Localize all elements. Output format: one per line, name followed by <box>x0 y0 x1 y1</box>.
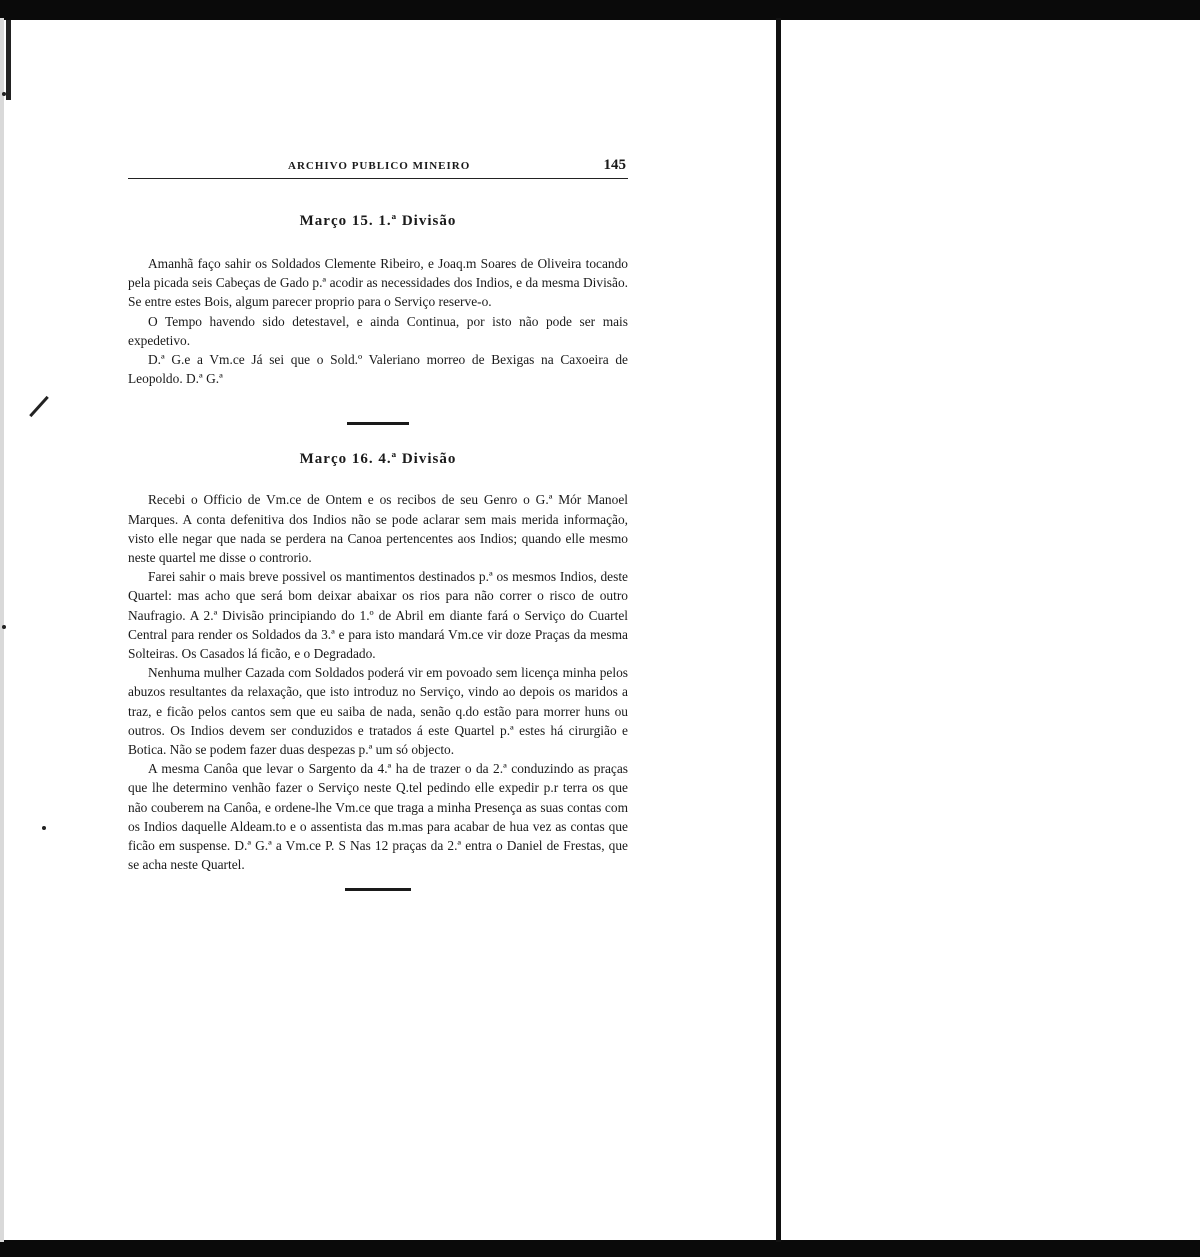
margin-speck <box>2 92 6 96</box>
page-gutter-line <box>776 18 781 1242</box>
paragraph: Nenhuma mulher Cazada com Soldados poderá vir em povoado sem licença minha pelos abuzos resultantes da relaxação, que isto introduz no Serviço, vindo ao depois os maridos a traz, e ficão pelos cantos sem que eu saiba de nada, senão q.do estão para morrer huns ou outros. Os Indios devem ser conduzidos e tratados á este Quartel p.ª estes há cirurgião e Botica. Não se podem fazer duas despezas p.ª um só objecto. <box>128 665 628 758</box>
section-divider <box>347 422 409 425</box>
paragraph: Amanhã faço sahir os Soldados Clemente Ribeiro, e Joaq.m Soares de Oliveira tocando pela picada seis Cabeças de Gado p.ª acodir as necessidades dos Indios, e da mesma Divisão. Se entre estes Bois, algum parecer proprio para o Serviço reserve-o. <box>128 256 628 310</box>
margin-speck <box>2 625 6 629</box>
scan-top-border <box>0 0 1200 20</box>
paragraph: Recebi o Officio de Vm.ce de Ontem e os recibos de seu Genro o G.ª Mór Manoel Marques. A conta defenitiva dos Indios não se pode aclarar sem mais merida informação, visto elle negar que nada se perdera na Canoa pertencentes aos Indios; quando elle mesmo neste quartel me disse o controrio. <box>128 492 628 566</box>
book-page <box>128 150 628 891</box>
running-title: ARCHIVO PUBLICO MINEIRO <box>288 160 471 172</box>
end-divider <box>345 888 411 891</box>
margin-stroke-mark <box>29 396 49 417</box>
paragraph: A mesma Canôa que levar o Sargento da 4.ª ha de trazer o da 2.ª conduzindo as praças que lhe determino venhão fazer o Serviço neste Q.tel pedindo elle expedir p.r terra os que não couberem na Canôa, e ordene-lhe Vm.ce que traga a minha Presença as suas contas com os Indios daquelle Aldeam.to e o assentista das m.mas para acabar de hua vez as contas que ficão em suspense. D.ª G.ª a Vm.ce P. S Nas 12 praças da 2.ª entra o Daniel de Frestas, que se acha neste Quartel. <box>128 761 628 873</box>
paragraph: Farei sahir o mais breve possivel os mantimentos destinados p.ª os mesmos Indios, deste Quartel: mas acho que será bom deixar abaixar os rios para não correr o risco de outro Naufragio. A 2.ª Divisão principiando do 1.º de Abril em diante fará o Serviço do Cuartel Central para render os Soldados da 3.ª e para isto mandará Vm.ce vir doze Praças da mesma Solteiras. Os Casados lá ficão, e o Degradado. <box>128 569 628 662</box>
running-header <box>128 150 628 179</box>
section-heading: Março 16. 4.ª Divisão <box>299 451 457 468</box>
scan-bottom-border <box>0 1240 1200 1257</box>
left-page-edge <box>0 18 4 1242</box>
margin-speck <box>42 826 46 830</box>
section-heading: Março 15. 1.ª Divisão <box>299 213 457 229</box>
paragraph: D.ª G.e a Vm.ce Já sei que o Sold.º Valeriano morreo de Bexigas na Caxoeira de Leopoldo. D.ª G.ª <box>128 352 628 387</box>
paragraph: O Tempo havendo sido detestavel, e ainda Continua, por isto não pode ser mais expedetivo. <box>128 313 628 348</box>
binding-mark <box>6 20 11 100</box>
page-number: 145 <box>603 157 626 173</box>
section-body <box>128 490 628 874</box>
section-body <box>128 254 628 388</box>
